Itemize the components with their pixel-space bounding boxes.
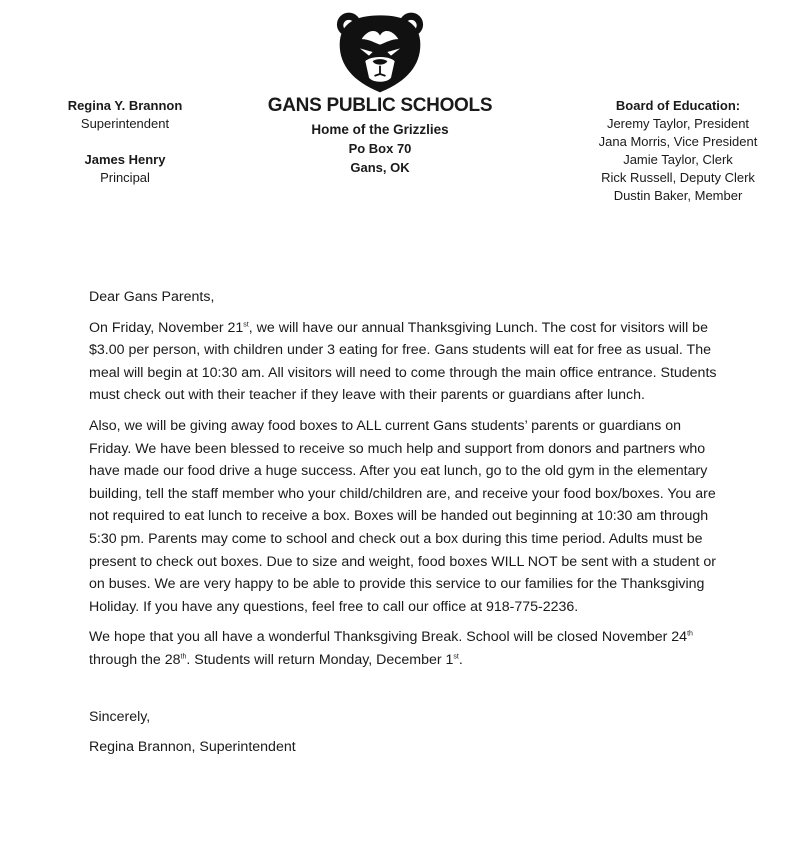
paragraph-thanksgiving-lunch: On Friday, November 21st, we will have our annual Thanksgiving Lunch. The cost for visitors will be $3.00 per person, with children under 3 eating for free. Gans students will eat for free as usual. The meal will begin at 10:30 am. All visitors will need to come through the main office entrance. Students must check out with their teacher if they leave with their parents or guardians after lunch. [89, 319, 717, 404]
superintendent-name: Regina Y. Brannon [67, 98, 183, 113]
school-tagline: Home of the Grizzlies [311, 122, 449, 137]
board-title: Board of Education: [615, 98, 741, 113]
board-member: Jamie Taylor, Clerk [623, 152, 733, 167]
board-member: Dustin Baker, Member [613, 188, 743, 203]
principal-name: James Henry [84, 152, 166, 167]
board-member: Rick Russell, Deputy Clerk [601, 170, 755, 185]
administration-block [40, 97, 210, 187]
paragraph-thanksgiving-break: We hope that you all have a wonderful Thanksgiving Break. School will be closed November 24th through the 28th. Students will return Monday, December 1st. [89, 629, 693, 668]
superintendent-title: Superintendent [80, 116, 170, 131]
board-of-education-block [578, 97, 778, 205]
principal-title: Principal [100, 170, 150, 185]
closing: Sincerely, [89, 708, 151, 725]
signature: Regina Brannon, Superintendent [89, 739, 296, 756]
grizzly-bear-logo-icon [334, 8, 426, 96]
paragraph-food-boxes: Also, we will be giving away food boxes to ALL current Gans students’ parents or guardians on Friday. We have been blessed to receive so much help and support from donors and partners who have made our food drive a huge success. After you eat lunch, go to the old gym in the elementary building, tell the staff member who your child/children are, and receive your food box/boxes. You are not required to eat lunch to receive a box. Boxes will be handed out beginning at 10:30 am through 5:30 pm. Parents may come to school and check out a box during this time period. Adults must be present to check out boxes. Due to size and weight, food boxes WILL NOT be sent with a student or on buses. We are very happy to be able to provide this service to our families for the Thanksgiving Holiday. If you have any questions, feel free to call our office at 918-775-2236. [89, 417, 716, 615]
board-member: Jeremy Taylor, President [606, 116, 750, 131]
school-name: GANS PUBLIC SCHOOLS [267, 95, 493, 116]
board-member: Jana Morris, Vice President [598, 134, 758, 149]
letterhead [230, 8, 530, 177]
greeting: Dear Gans Parents, [89, 289, 215, 305]
address-line-1: Po Box 70 [348, 141, 412, 156]
letter-body [89, 286, 721, 767]
address-line-2: Gans, OK [350, 160, 410, 175]
